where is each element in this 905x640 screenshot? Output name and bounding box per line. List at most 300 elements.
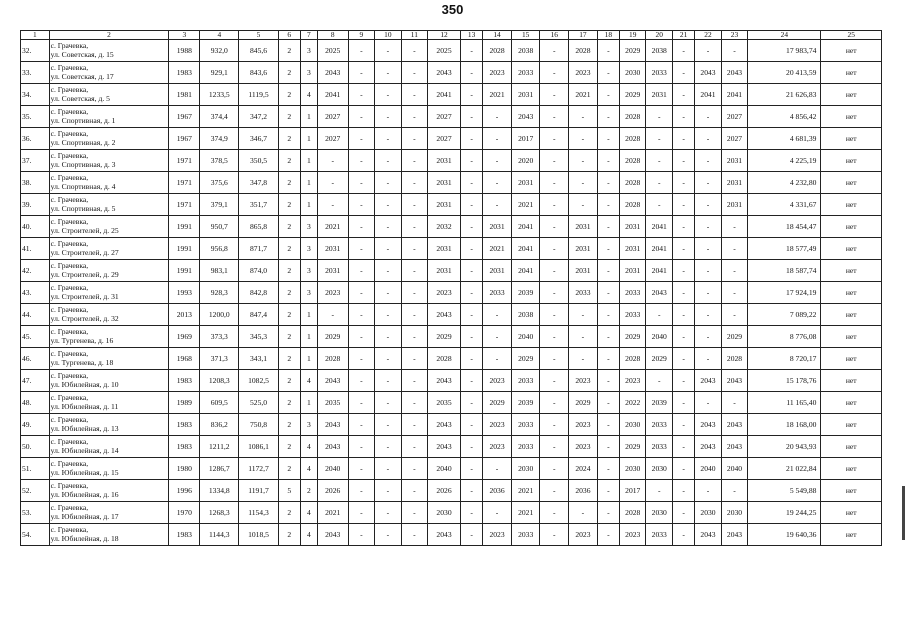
table-row <box>21 348 882 370</box>
address-locality: с. Грачевка, <box>50 194 89 204</box>
value-cell: - <box>540 216 569 238</box>
value-cell: - <box>401 348 428 370</box>
address-cell <box>49 128 169 150</box>
value-cell: - <box>460 238 482 260</box>
address-locality: с. Грачевка, <box>50 238 89 248</box>
address-cell <box>49 304 169 326</box>
value-cell: 2043 <box>317 62 348 84</box>
table-row <box>21 194 882 216</box>
value-cell: - <box>375 84 402 106</box>
value-cell: 2022 <box>619 392 646 414</box>
value-cell: - <box>540 370 569 392</box>
status-cell: нет <box>821 172 882 194</box>
row-number: 54. <box>21 524 50 546</box>
value-cell: - <box>672 84 694 106</box>
value-cell: 2029 <box>619 84 646 106</box>
value-cell: 2029 <box>511 348 540 370</box>
value-cell: 1082,5 <box>239 370 278 392</box>
value-cell: 2031 <box>721 172 748 194</box>
value-cell: - <box>672 480 694 502</box>
row-number: 43. <box>21 282 50 304</box>
value-cell: 2033 <box>619 304 646 326</box>
address-locality: с. Грачевка, <box>50 62 89 72</box>
value-cell: - <box>672 326 694 348</box>
address-cell <box>49 172 169 194</box>
status-cell: нет <box>821 414 882 436</box>
column-number: 11 <box>401 31 428 40</box>
value-cell: 1 <box>300 106 317 128</box>
value-cell: - <box>540 238 569 260</box>
row-number: 50. <box>21 436 50 458</box>
value-cell: - <box>375 370 402 392</box>
value-cell: 2043 <box>428 414 461 436</box>
value-cell: - <box>597 392 619 414</box>
value-cell: - <box>460 40 482 62</box>
value-cell: 2040 <box>695 458 722 480</box>
value-cell: 956,8 <box>200 238 239 260</box>
value-cell: - <box>460 436 482 458</box>
value-cell: 2043 <box>721 524 748 546</box>
address-locality: с. Грачевка, <box>50 260 89 270</box>
value-cell: 378,5 <box>200 150 239 172</box>
value-cell: 2041 <box>646 238 673 260</box>
value-cell: 2 <box>278 150 300 172</box>
value-cell: - <box>672 392 694 414</box>
value-cell: - <box>483 304 512 326</box>
table-row <box>21 150 882 172</box>
value-cell: - <box>672 150 694 172</box>
value-cell: 2024 <box>569 458 598 480</box>
value-cell: 2043 <box>428 304 461 326</box>
value-cell: - <box>348 194 375 216</box>
value-cell: 379,1 <box>200 194 239 216</box>
value-cell: - <box>569 128 598 150</box>
value-cell: - <box>695 128 722 150</box>
value-cell: 1983 <box>169 414 200 436</box>
value-cell: - <box>460 282 482 304</box>
row-number: 35. <box>21 106 50 128</box>
address-street: ул. Строителей, д. 27 <box>50 247 119 257</box>
value-cell: - <box>597 304 619 326</box>
value-cell: - <box>695 348 722 370</box>
value-cell: - <box>401 480 428 502</box>
value-cell: - <box>597 84 619 106</box>
value-cell: 2039 <box>511 392 540 414</box>
table-row <box>21 282 882 304</box>
table-row <box>21 172 882 194</box>
value-cell: 2 <box>278 304 300 326</box>
value-cell: - <box>483 326 512 348</box>
value-cell: - <box>540 62 569 84</box>
row-number: 51. <box>21 458 50 480</box>
value-cell: 865,8 <box>239 216 278 238</box>
value-cell: 2031 <box>646 84 673 106</box>
status-cell: нет <box>821 480 882 502</box>
value-cell: - <box>597 62 619 84</box>
value-cell: 1334,8 <box>200 480 239 502</box>
value-cell: 874,0 <box>239 260 278 282</box>
value-cell: 2029 <box>721 326 748 348</box>
value-cell: - <box>646 172 673 194</box>
value-cell: - <box>597 326 619 348</box>
cost-cell: 20 943,93 <box>748 436 821 458</box>
value-cell: - <box>540 502 569 524</box>
value-cell: - <box>375 326 402 348</box>
value-cell: 1119,5 <box>239 84 278 106</box>
address-cell <box>49 282 169 304</box>
value-cell: 2 <box>278 326 300 348</box>
value-cell: - <box>597 128 619 150</box>
row-number: 32. <box>21 40 50 62</box>
cost-cell: 5 549,88 <box>748 480 821 502</box>
value-cell: - <box>348 304 375 326</box>
value-cell: - <box>721 282 748 304</box>
value-cell: 1967 <box>169 128 200 150</box>
value-cell: - <box>348 150 375 172</box>
value-cell: - <box>540 480 569 502</box>
value-cell: - <box>460 260 482 282</box>
value-cell: 2020 <box>511 150 540 172</box>
value-cell: 1996 <box>169 480 200 502</box>
value-cell: 2033 <box>511 62 540 84</box>
value-cell: - <box>460 128 482 150</box>
value-cell: - <box>348 502 375 524</box>
cost-cell: 21 022,84 <box>748 458 821 480</box>
value-cell: - <box>695 304 722 326</box>
value-cell: - <box>483 150 512 172</box>
value-cell: 1286,7 <box>200 458 239 480</box>
address-locality: с. Грачевка, <box>50 304 89 314</box>
value-cell: 2023 <box>569 370 598 392</box>
value-cell: - <box>348 216 375 238</box>
value-cell: 2033 <box>646 436 673 458</box>
value-cell: 2021 <box>511 480 540 502</box>
address-cell <box>49 84 169 106</box>
value-cell: - <box>483 172 512 194</box>
value-cell: 1993 <box>169 282 200 304</box>
value-cell: - <box>672 260 694 282</box>
value-cell: 1191,7 <box>239 480 278 502</box>
value-cell: - <box>375 172 402 194</box>
value-cell: - <box>348 326 375 348</box>
value-cell: - <box>672 414 694 436</box>
value-cell: 1086,1 <box>239 436 278 458</box>
value-cell: 2040 <box>646 326 673 348</box>
value-cell: - <box>375 304 402 326</box>
address-cell <box>49 216 169 238</box>
value-cell: 3 <box>300 282 317 304</box>
value-cell: 2041 <box>511 260 540 282</box>
value-cell: - <box>672 370 694 392</box>
value-cell: 2023 <box>619 370 646 392</box>
value-cell: 2028 <box>619 106 646 128</box>
value-cell: 2025 <box>428 40 461 62</box>
value-cell: 2 <box>278 348 300 370</box>
value-cell: 2041 <box>721 84 748 106</box>
address-street: ул. Тургенева, д. 16 <box>50 335 114 345</box>
cost-cell: 4 681,39 <box>748 128 821 150</box>
value-cell: 2021 <box>483 84 512 106</box>
value-cell: 1971 <box>169 172 200 194</box>
value-cell: 2035 <box>317 392 348 414</box>
value-cell: - <box>460 502 482 524</box>
status-cell: нет <box>821 84 882 106</box>
value-cell: - <box>721 216 748 238</box>
value-cell: 2031 <box>569 238 598 260</box>
value-cell: 2021 <box>511 194 540 216</box>
cost-cell: 4 331,67 <box>748 194 821 216</box>
value-cell: - <box>375 260 402 282</box>
value-cell: 2028 <box>569 40 598 62</box>
address-locality: с. Грачевка, <box>50 106 89 116</box>
value-cell: 2013 <box>169 304 200 326</box>
value-cell: - <box>348 480 375 502</box>
value-cell: - <box>597 414 619 436</box>
value-cell: - <box>401 150 428 172</box>
value-cell: - <box>672 502 694 524</box>
value-cell: 3 <box>300 216 317 238</box>
column-number-row <box>21 31 882 40</box>
value-cell: 1172,7 <box>239 458 278 480</box>
value-cell: - <box>401 84 428 106</box>
value-cell: 1018,5 <box>239 524 278 546</box>
address-cell <box>49 392 169 414</box>
cost-cell: 8 776,08 <box>748 326 821 348</box>
value-cell: - <box>483 194 512 216</box>
value-cell: 343,1 <box>239 348 278 370</box>
value-cell: 2043 <box>428 62 461 84</box>
value-cell: - <box>597 480 619 502</box>
value-cell: - <box>375 348 402 370</box>
address-street: ул. Тургенева, д. 18 <box>50 357 114 367</box>
value-cell: 2023 <box>483 414 512 436</box>
value-cell: - <box>401 326 428 348</box>
value-cell: 2033 <box>511 414 540 436</box>
address-cell <box>49 370 169 392</box>
value-cell: 2028 <box>619 348 646 370</box>
value-cell: 2043 <box>695 436 722 458</box>
value-cell: - <box>540 348 569 370</box>
value-cell: 2 <box>278 370 300 392</box>
address-cell <box>49 480 169 502</box>
value-cell: - <box>597 502 619 524</box>
value-cell: - <box>672 62 694 84</box>
value-cell: - <box>460 524 482 546</box>
value-cell: 2030 <box>511 458 540 480</box>
value-cell: 2030 <box>646 502 673 524</box>
value-cell: - <box>540 150 569 172</box>
value-cell: 2028 <box>619 194 646 216</box>
value-cell: - <box>375 524 402 546</box>
value-cell: - <box>597 370 619 392</box>
row-number: 48. <box>21 392 50 414</box>
value-cell: 2 <box>278 260 300 282</box>
value-cell: 2031 <box>428 260 461 282</box>
value-cell: 1200,0 <box>200 304 239 326</box>
address-locality: с. Грачевка, <box>50 458 89 468</box>
value-cell: 2033 <box>511 524 540 546</box>
column-number: 12 <box>428 31 461 40</box>
value-cell: - <box>540 260 569 282</box>
table-row <box>21 524 882 546</box>
value-cell: 2030 <box>721 502 748 524</box>
address-cell <box>49 40 169 62</box>
value-cell: - <box>695 172 722 194</box>
value-cell: 3 <box>300 260 317 282</box>
value-cell: - <box>401 238 428 260</box>
table-row <box>21 480 882 502</box>
value-cell: 928,3 <box>200 282 239 304</box>
value-cell: - <box>672 304 694 326</box>
address-cell <box>49 194 169 216</box>
value-cell: 1 <box>300 128 317 150</box>
value-cell: 2040 <box>428 458 461 480</box>
value-cell: - <box>672 458 694 480</box>
value-cell: 2031 <box>721 194 748 216</box>
value-cell: 1969 <box>169 326 200 348</box>
value-cell: 2033 <box>569 282 598 304</box>
column-number: 14 <box>483 31 512 40</box>
value-cell: 1971 <box>169 150 200 172</box>
address-locality: с. Грачевка, <box>50 40 89 50</box>
value-cell: - <box>695 40 722 62</box>
value-cell: 2043 <box>646 282 673 304</box>
status-cell: нет <box>821 216 882 238</box>
value-cell: - <box>672 282 694 304</box>
column-number: 7 <box>300 31 317 40</box>
value-cell: - <box>401 216 428 238</box>
table-row <box>21 502 882 524</box>
value-cell: 2043 <box>695 524 722 546</box>
status-cell: нет <box>821 282 882 304</box>
value-cell: 2023 <box>428 282 461 304</box>
table-row <box>21 40 882 62</box>
value-cell: 1991 <box>169 260 200 282</box>
value-cell: 2031 <box>511 172 540 194</box>
value-cell: - <box>721 238 748 260</box>
value-cell: 2029 <box>569 392 598 414</box>
address-cell <box>49 524 169 546</box>
value-cell: - <box>695 260 722 282</box>
value-cell: - <box>646 304 673 326</box>
address-street: ул. Юбилейная, д. 15 <box>50 467 119 477</box>
value-cell: - <box>483 106 512 128</box>
value-cell: 347,2 <box>239 106 278 128</box>
value-cell: 2028 <box>619 502 646 524</box>
value-cell: 2 <box>278 282 300 304</box>
value-cell: 1970 <box>169 502 200 524</box>
cost-cell: 17 924,19 <box>748 282 821 304</box>
cost-cell: 21 626,83 <box>748 84 821 106</box>
value-cell: - <box>460 480 482 502</box>
value-cell: 2 <box>278 436 300 458</box>
value-cell: - <box>375 436 402 458</box>
value-cell: - <box>460 62 482 84</box>
value-cell: 847,4 <box>239 304 278 326</box>
value-cell: - <box>460 414 482 436</box>
value-cell: 2043 <box>317 370 348 392</box>
value-cell: 4 <box>300 370 317 392</box>
value-cell: 2043 <box>721 436 748 458</box>
value-cell: - <box>460 150 482 172</box>
value-cell: 2039 <box>646 392 673 414</box>
address-street: ул. Юбилейная, д. 17 <box>50 511 119 521</box>
value-cell: 1233,5 <box>200 84 239 106</box>
status-cell: нет <box>821 150 882 172</box>
column-number: 17 <box>569 31 598 40</box>
value-cell: - <box>597 282 619 304</box>
value-cell: 2041 <box>646 216 673 238</box>
value-cell: 2031 <box>483 260 512 282</box>
value-cell: - <box>672 348 694 370</box>
value-cell: 2036 <box>569 480 598 502</box>
value-cell: - <box>348 62 375 84</box>
value-cell: - <box>695 392 722 414</box>
value-cell: - <box>721 40 748 62</box>
value-cell: 2031 <box>569 216 598 238</box>
value-cell: - <box>401 282 428 304</box>
value-cell: - <box>540 282 569 304</box>
value-cell: 2 <box>278 106 300 128</box>
cost-cell: 19 640,36 <box>748 524 821 546</box>
value-cell: 2041 <box>695 84 722 106</box>
value-cell: - <box>375 480 402 502</box>
value-cell: 2033 <box>619 282 646 304</box>
cost-cell: 18 168,00 <box>748 414 821 436</box>
value-cell: 2027 <box>317 128 348 150</box>
address-street: ул. Спортивная, д. 4 <box>50 181 116 191</box>
value-cell: - <box>540 304 569 326</box>
value-cell: - <box>483 502 512 524</box>
value-cell: - <box>721 392 748 414</box>
value-cell: - <box>597 194 619 216</box>
cost-cell: 7 089,22 <box>748 304 821 326</box>
value-cell: 2023 <box>483 524 512 546</box>
row-number: 45. <box>21 326 50 348</box>
value-cell: 2038 <box>511 304 540 326</box>
value-cell: 2027 <box>428 128 461 150</box>
value-cell: - <box>401 458 428 480</box>
table-row <box>21 392 882 414</box>
value-cell: 4 <box>300 524 317 546</box>
address-cell <box>49 238 169 260</box>
value-cell: 2033 <box>483 282 512 304</box>
value-cell: 3 <box>300 40 317 62</box>
address-locality: с. Грачевка, <box>50 282 89 292</box>
address-street: ул. Советская, д. 15 <box>50 49 114 59</box>
value-cell: 2 <box>278 238 300 260</box>
table-row <box>21 304 882 326</box>
address-locality: с. Грачевка, <box>50 84 89 94</box>
row-number: 49. <box>21 414 50 436</box>
row-number: 47. <box>21 370 50 392</box>
value-cell: - <box>597 40 619 62</box>
value-cell: 4 <box>300 84 317 106</box>
value-cell: - <box>460 172 482 194</box>
address-locality: с. Грачевка, <box>50 414 89 424</box>
value-cell: 2031 <box>721 150 748 172</box>
value-cell: 983,1 <box>200 260 239 282</box>
value-cell: 2 <box>278 414 300 436</box>
address-cell <box>49 348 169 370</box>
table-row <box>21 370 882 392</box>
value-cell: - <box>375 150 402 172</box>
address-street: ул. Юбилейная, д. 16 <box>50 489 119 499</box>
cost-cell: 18 577,49 <box>748 238 821 260</box>
value-cell: 2035 <box>428 392 461 414</box>
value-cell: - <box>597 436 619 458</box>
value-cell: 4 <box>300 458 317 480</box>
